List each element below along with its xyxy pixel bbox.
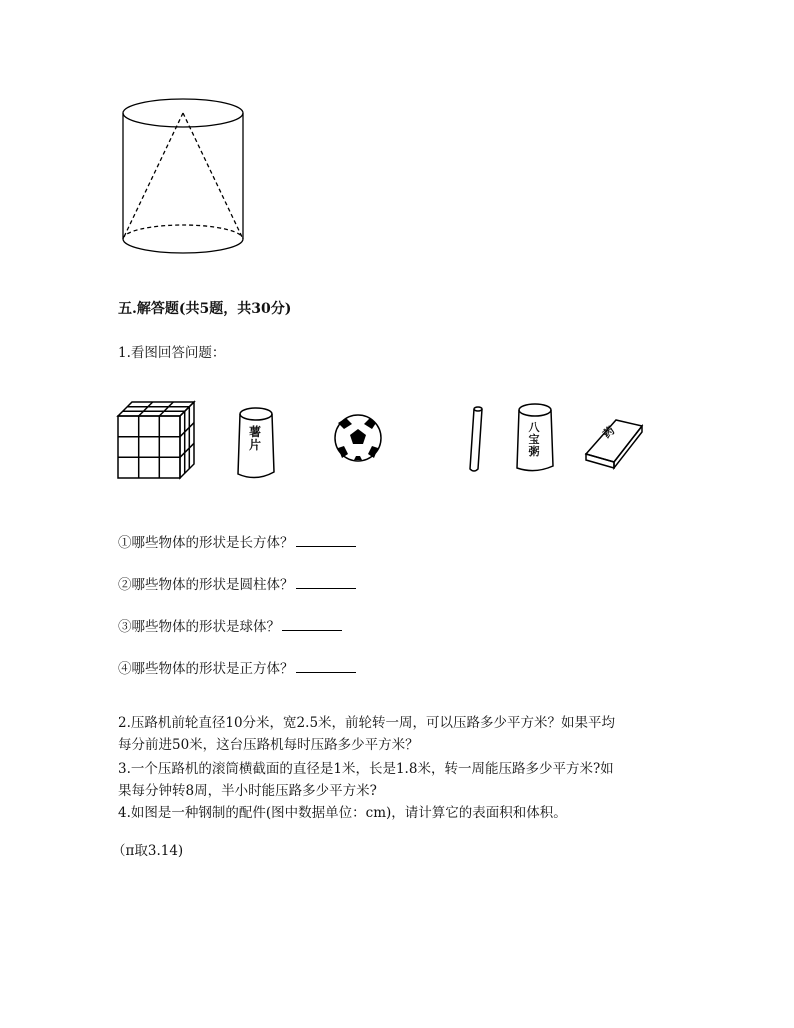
- q1-sub-4-text: ④哪些物体的形状是正方体？: [118, 661, 294, 677]
- q3-line-1: 3.一个压路机的滚筒横截面的直径是1米，长是1.8米，转一周能压路多少平方米?如: [118, 761, 614, 777]
- cylinder-cone-figure: [118, 96, 250, 261]
- q4-line-2: （π取3.14): [112, 843, 184, 859]
- q1-prompt: 1.看图回答问题：: [118, 345, 226, 361]
- chips-can-label: 薯片: [248, 425, 261, 452]
- q1-sub-1: [118, 532, 356, 554]
- answer-blank-1[interactable]: [296, 532, 356, 547]
- objects-row: [112, 396, 652, 486]
- section-title: 五.解答题(共5题，共30分): [118, 301, 292, 317]
- soccer-ball-object: [335, 415, 381, 461]
- q1-sub-3: [118, 616, 342, 638]
- q3-line-2: 果每分钟转8周，半小时能压路多少平方米?: [118, 783, 377, 799]
- q4-line-1: 4.如图是一种钢制的配件(图中数据单位：cm)，请计算它的表面积和体积。: [118, 805, 567, 821]
- answer-blank-2[interactable]: [296, 574, 356, 589]
- q1-sub-2: [118, 574, 356, 596]
- rod-object: [470, 407, 482, 471]
- medicine-box-label: 药: [600, 423, 618, 441]
- cube-object: [118, 402, 194, 478]
- q1-sub-3-text: ③哪些物体的形状是球体？: [118, 619, 280, 635]
- medicine-box-object: [586, 420, 642, 468]
- answer-blank-4[interactable]: [296, 658, 356, 673]
- q2-line-1: 2.压路机前轮直径10分米，宽2.5米，前轮转一周，可以压路多少平方米？如果平均: [118, 715, 616, 731]
- q1-sub-4: [118, 658, 356, 680]
- q1-sub-2-text: ②哪些物体的形状是圆柱体？: [118, 577, 294, 593]
- q1-sub-1-text: ①哪些物体的形状是长方体？: [118, 535, 294, 551]
- answer-blank-3[interactable]: [282, 616, 342, 631]
- congee-can-label: 八宝粥: [528, 421, 540, 458]
- q2-line-2: 每分前进50米，这台压路机每时压路多少平方米？: [118, 737, 419, 753]
